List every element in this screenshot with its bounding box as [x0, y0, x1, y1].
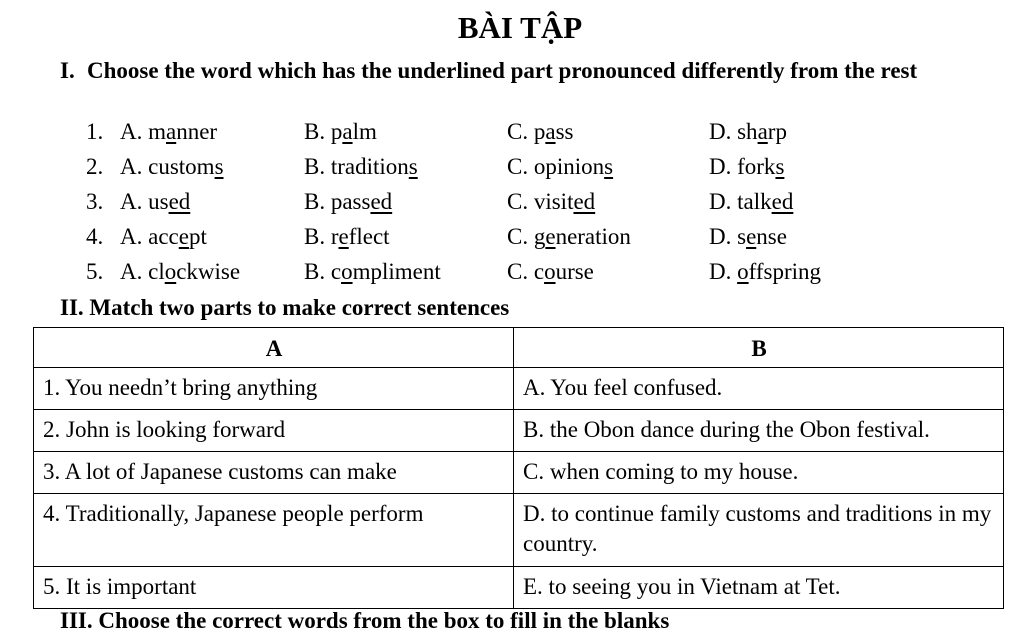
cell-b: C. when coming to my house. — [514, 452, 1004, 494]
cell-a: 2. John is looking forward — [34, 410, 514, 452]
section-3-heading: III. Choose the correct words from the box to fill in the blanks — [60, 608, 670, 633]
cell-a: 3. A lot of Japanese customs can make — [34, 452, 514, 494]
option-c: C. generation — [507, 224, 631, 249]
section-2-heading: II. Match two parts to make correct sentences — [60, 295, 510, 320]
cell-a: 5. It is important — [34, 567, 514, 609]
table-row — [34, 567, 1004, 609]
option-c: C. course — [507, 259, 594, 284]
question-number: 3. — [86, 189, 104, 214]
page-title: BÀI TẬP — [457, 10, 583, 45]
table-row — [34, 452, 1004, 494]
match-table — [33, 327, 1004, 609]
table-header-row — [34, 328, 1004, 368]
cell-a: 4. Traditionally, Japanese people perform — [34, 494, 514, 567]
cell-b: D. to continue family customs and traditions in my country. — [514, 494, 1004, 567]
option-d: D. sharp — [709, 119, 787, 144]
cell-b: E. to seeing you in Vietnam at Tet. — [514, 567, 1004, 609]
cell-b: B. the Obon dance during the Obon festival. — [514, 410, 1004, 452]
section-1-text: Choose the word which has the underlined part pronounced differently from the rest — [87, 58, 918, 83]
option-a: A. manner — [120, 119, 218, 144]
option-b: B. palm — [304, 119, 377, 144]
option-c: C. opinions — [507, 154, 614, 179]
question-number: 2. — [86, 154, 104, 179]
option-b: B. passed — [304, 189, 393, 214]
question-row — [86, 151, 1006, 183]
question-row — [86, 256, 1006, 288]
question-row — [86, 186, 1006, 218]
table-row — [34, 410, 1004, 452]
question-row — [86, 116, 1006, 148]
option-d: D. sense — [709, 224, 787, 249]
option-d: D. offspring — [709, 259, 822, 284]
option-a: A. clockwise — [120, 259, 241, 284]
option-a: A. customs — [120, 154, 224, 179]
option-d: D. forks — [709, 154, 785, 179]
option-a: A. used — [120, 189, 191, 214]
column-header-a: A — [34, 328, 514, 368]
table-row — [34, 494, 1004, 567]
table-row — [34, 368, 1004, 410]
question-number: 4. — [86, 224, 104, 249]
option-c: C. pass — [507, 119, 574, 144]
question-number: 5. — [86, 259, 104, 284]
option-b: B. reflect — [304, 224, 390, 249]
option-c: C. visited — [507, 189, 596, 214]
cell-a: 1. You needn’t bring anything — [34, 368, 514, 410]
question-row — [86, 221, 1006, 253]
question-number: 1. — [86, 119, 104, 144]
column-header-b: B — [514, 328, 1004, 368]
option-b: B. compliment — [304, 259, 441, 284]
option-b: B. traditions — [304, 154, 418, 179]
option-a: A. accept — [120, 224, 207, 249]
cell-b: A. You feel confused. — [514, 368, 1004, 410]
option-d: D. talked — [709, 189, 794, 214]
section-1-number: I. — [60, 58, 75, 83]
section-1-heading — [60, 56, 1000, 85]
